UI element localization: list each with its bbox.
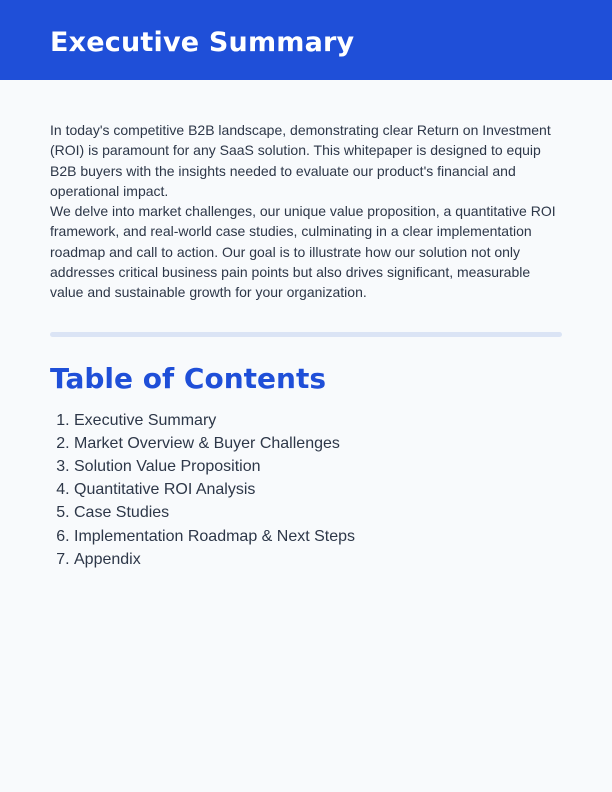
toc-item: 2. Market Overview & Buyer Challenges [74, 432, 562, 455]
section-divider [50, 332, 562, 337]
toc-item: 3. Solution Value Proposition [74, 455, 562, 478]
toc-item: 1. Executive Summary [74, 409, 562, 432]
toc-item: 7. Appendix [74, 548, 562, 571]
intro-section [50, 120, 562, 303]
toc-heading: Table of Contents [50, 361, 327, 395]
header-banner [0, 0, 612, 80]
toc-item: 6. Implementation Roadmap & Next Steps [74, 525, 562, 548]
toc-item: 5. Case Studies [74, 501, 562, 524]
page-title: Executive Summary [50, 27, 355, 58]
intro-paragraph: In today's competitive B2B landscape, demonstrating clear Return on Investment (ROI) is paramount for any SaaS solution. This whitepaper is designed to equip B2B buyers with the insights needed to evaluate our product's financial and operational impact. [50, 122, 551, 199]
intro-paragraph: We delve into market challenges, our unique value proposition, a quantitative ROI framework, and real-world case studies, culminating in a clear implementation roadmap and call to action. Our goal is to illustrate how our solution not only addresses critical business pain points but also drives significant, measurable value and sustainable growth for your organization. [50, 203, 556, 301]
toc-item: 4. Quantitative ROI Analysis [74, 478, 562, 501]
toc-list [50, 409, 562, 571]
main-content [50, 120, 562, 571]
